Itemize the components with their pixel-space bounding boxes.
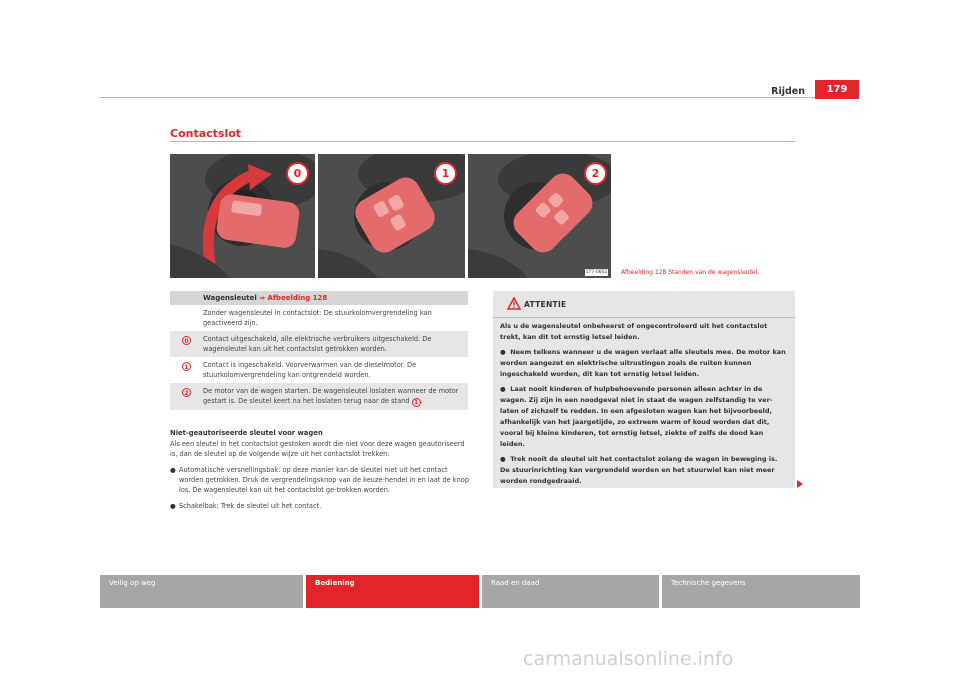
warning-title: ATTENTIE xyxy=(524,300,567,309)
position-badge-2: 2 xyxy=(584,162,607,185)
table-header-label: Wagensleutel xyxy=(203,294,257,302)
figure-photo-position-1 xyxy=(318,154,465,278)
list-item xyxy=(500,454,788,487)
list-item-text: Neem telkens wanneer u de wagen verlaat alle sleutels mee. De motor kan worden aangezet en elektrische uitrustingen zoals de ruiten kunnen ingeschakeld worden, dit kan tot ernstig letsel leiden. xyxy=(500,348,786,378)
bullet-icon: ● xyxy=(170,466,176,474)
section-title: Rijden xyxy=(771,86,805,97)
body-text xyxy=(170,428,470,517)
bullet-icon: ● xyxy=(170,502,176,510)
table-row xyxy=(170,357,468,383)
position-symbol: 1 xyxy=(182,362,191,371)
watermark: carmanualsonline.info xyxy=(523,648,734,670)
header-rule xyxy=(100,97,815,98)
position-badge-0: 0 xyxy=(286,162,309,185)
subheading: Niet-geautoriseerde sleutel voor wagen xyxy=(170,429,323,437)
warning-header xyxy=(493,291,795,318)
title-rule xyxy=(170,141,795,142)
table-row xyxy=(170,331,468,357)
table-row-text: Contact is ingeschakeld. Voorverwarmen van de dieselmotor. De stuurkolomvergrendeling kan ontgrendeld worden. xyxy=(203,361,417,379)
table-row-text-main: De motor van de wagen starten. De wagensleutel loslaten wanneer de motor gestart is. De sleutel keert na het loslaten terug naar de stand xyxy=(203,387,459,405)
table-row xyxy=(170,383,468,410)
list-item-text: Laat nooit kinderen of hulpbehoevende personen alleen achter in de wagen. Zij zijn in een noodgeval niet in staat de wagen zelfstandig te ver-laten of zichzelf te redden. In een afgesloten wagen kan het bijvoorbeeld, afhankelijk van het jaargetijde, zo extreem warm of koud worden dat dit, vooral bij kleine kinderen, tot ernstig letsel, ziekte of zelfs de dood kan leiden. xyxy=(500,385,773,448)
tab-technische-gegevens[interactable]: Technische gegevens xyxy=(662,575,860,608)
table-row xyxy=(170,305,468,331)
table-header xyxy=(170,291,468,305)
warning-intro: Als u de wagensleutel onbeheerst of ongecontroleerd uit het contactslot trekt, kan dit tot ernstig letsel leiden. xyxy=(500,322,768,341)
figure-caption: Afbeelding 128 Standen van de wagensleutel. xyxy=(621,269,760,276)
warning-box xyxy=(493,291,795,488)
tab-veilig-op-weg[interactable]: Veilig op weg xyxy=(100,575,303,608)
bullet-icon: ● xyxy=(500,455,511,463)
bullet-icon: ● xyxy=(500,385,511,393)
table-row-text: Zonder wagensleutel in contactslot: De stuurkolomvergrendeling kan geactiveerd zijn. xyxy=(203,309,432,327)
tab-raad-en-daad[interactable]: Raad en daad xyxy=(482,575,659,608)
figure-reference-link[interactable]: ⇒ Afbeelding 128 xyxy=(259,294,328,302)
figure-photo-position-2 xyxy=(468,154,611,278)
table-row-text xyxy=(203,383,468,410)
figure-code: 1T7-0602 xyxy=(585,270,608,275)
list-item xyxy=(500,384,788,450)
page-title: Contactslot xyxy=(170,127,242,140)
position-symbol: 0 xyxy=(182,336,191,345)
position-symbol: 1 xyxy=(412,398,421,407)
list-item xyxy=(170,501,470,511)
warning-body xyxy=(500,321,788,491)
list-item-text: Automatische versnellingsbak: op deze manier kan de sleutel niet uit het contact worden getrokken. Druk de vergrendelingsknop van de keuze-hendel in en laat de knop los. De wagensleutel kan uit het contactslot ge-trokken worden. xyxy=(179,466,470,494)
paragraph: Als een sleutel in het contactslot gestoken wordt die niet voor deze wagen geautoriseerd is, dan de sleutel op de volgende wijze uit het contactslot trekken: xyxy=(170,440,465,458)
table-row-text: Contact uitgeschakeld, alle elektrische verbruikers uitgeschakeld. De wagensleutel kan uit het contactslot getrokken worden. xyxy=(203,335,432,353)
warning-triangle-icon xyxy=(507,297,521,310)
figure-photo-position-0 xyxy=(170,154,315,278)
list-item xyxy=(170,465,470,495)
page-number: 179 xyxy=(815,80,859,99)
bullet-icon: ● xyxy=(500,348,511,356)
position-badge-1: 1 xyxy=(434,162,457,185)
position-symbol: 2 xyxy=(182,388,191,397)
table-row-text-end: . xyxy=(420,397,423,405)
list-item-text: Trek nooit de sleutel uit het contactslot zolang de wagen in beweging is. De stuurinrichting kan vergrendeld worden en het stuurwiel kan niet meer worden rondgedraaid. xyxy=(500,455,778,485)
list-item-text: Schakelbak: Trek de sleutel uit het contact. xyxy=(179,502,322,510)
list-item xyxy=(500,347,788,380)
tab-bediening[interactable]: Bediening xyxy=(306,575,479,608)
key-positions-table xyxy=(170,291,468,410)
continue-arrow-icon[interactable] xyxy=(797,480,803,488)
